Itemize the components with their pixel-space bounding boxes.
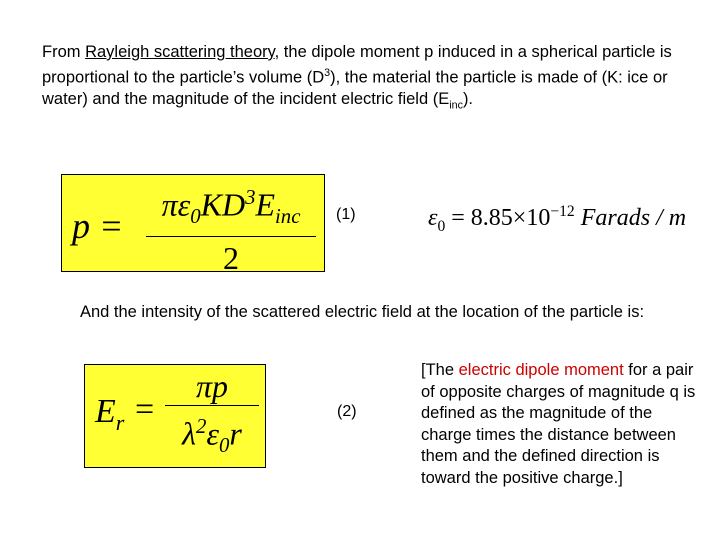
eq2-lhs — [95, 393, 124, 436]
eq1-denominator: 2 — [223, 240, 239, 277]
eq2-lambda: λ — [182, 415, 196, 452]
intensity-text: And the intensity of the scattered electric field at the location of the particle is: — [79, 303, 645, 321]
rayleigh-link[interactable]: Rayleigh scattering theory — [85, 43, 275, 61]
eq2-den-eps: ε — [206, 415, 219, 452]
eq2-numerator: πp — [195, 368, 229, 404]
intro-sup: 3 — [324, 67, 331, 79]
eq2-number: (2) — [337, 403, 357, 420]
eq2-lhs-e: E — [95, 393, 116, 430]
eq2-lhs-sub: r — [115, 409, 125, 435]
eq1-num-sub: 0 — [190, 205, 201, 229]
eps-unit: Farads / m — [574, 205, 687, 231]
sidenote-highlight: electric dipole moment — [458, 361, 624, 379]
intro-sub: inc — [449, 98, 463, 111]
epsilon-value — [428, 203, 686, 236]
eq1-fraction — [146, 179, 316, 279]
eq1-number: (1) — [336, 206, 356, 223]
intro-text-2: , the dipole moment p induced in a spherical particle is proportional to the particle’s volume (D — [42, 43, 672, 87]
eq1-num-a: πε — [161, 186, 191, 223]
eq2-den-r: r — [229, 415, 242, 452]
eq2-den-sub: 0 — [219, 434, 230, 458]
intro-text-4: ). — [462, 89, 474, 108]
eq1-num-sup: 3 — [245, 186, 256, 209]
eq1-num-e: E — [255, 186, 276, 223]
eq2-den-sup: 2 — [195, 415, 207, 438]
eq1-numerator — [146, 179, 316, 236]
eq1-lhs: p = — [72, 206, 124, 246]
sidenote-open: [The — [421, 361, 459, 379]
intro-text-3: ), the material the particle is made of (K: ice or water) and the magnitude of the incident electric field (E — [42, 68, 668, 108]
eps-sub: 0 — [437, 217, 446, 235]
eq1-num-b: KD — [200, 186, 246, 223]
eq1-num-e-sub: inc — [275, 205, 301, 229]
intro-text-1: From — [42, 43, 86, 61]
eps-exp: −12 — [550, 203, 575, 220]
equation-2-box — [84, 364, 266, 468]
eps-value: = 8.85×10 — [445, 205, 551, 231]
eq2-denominator — [165, 406, 259, 467]
equation-1-box — [61, 174, 325, 277]
intro-paragraph — [42, 42, 692, 116]
eps-symbol: ε — [428, 205, 438, 231]
sidenote-rest: for a pair of opposite charges of magnitude q is defined as the magnitude of the charge times the distance between them and the defined direction is toward the positive charge.] — [421, 361, 696, 487]
eq2-equals: = — [135, 391, 155, 428]
eq2-fraction — [165, 367, 259, 467]
dipole-sidenote — [421, 360, 701, 489]
